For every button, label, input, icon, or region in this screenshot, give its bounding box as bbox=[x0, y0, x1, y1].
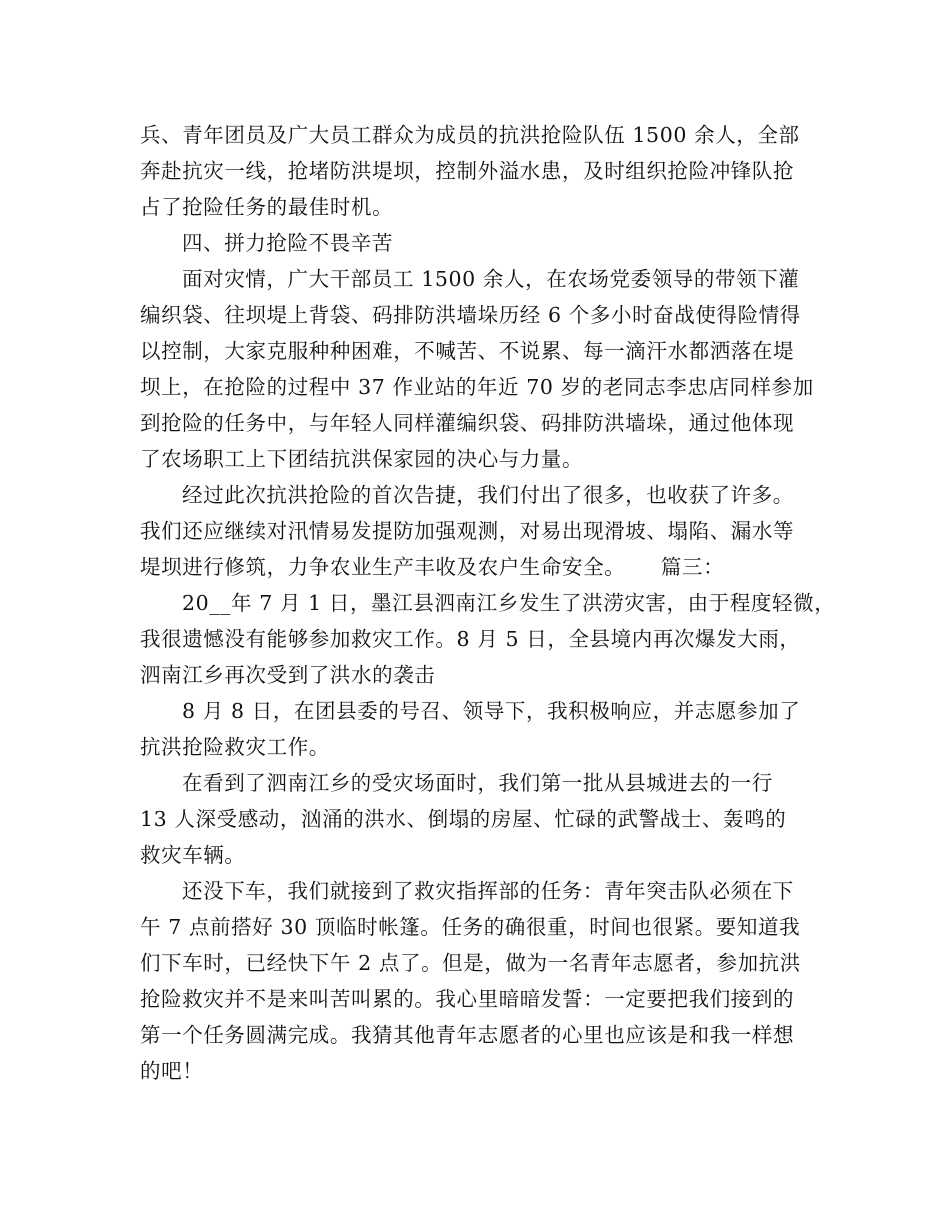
text-line: 8 月 8 日，在团县委的号召、领导下，我积极响应，并志愿参加了 bbox=[182, 699, 801, 723]
text-line: 13 人深受感动，汹涌的洪水、倒塌的房屋、忙碌的武警战士、轰鸣的 bbox=[140, 807, 787, 831]
text-line: 占了抢险任务的最佳时机。 bbox=[140, 195, 394, 219]
text-line: 救灾车辆。 bbox=[140, 843, 246, 867]
text-line: 抢险救灾并不是来叫苦叫累的。我心里暗暗发誓：一定要把我们接到的 bbox=[140, 987, 795, 1011]
text-line: 的吧！ bbox=[140, 1059, 204, 1083]
text-line: 我很遗憾没有能够参加救灾工作。8 月 5 日，全县境内再次爆发大雨， bbox=[140, 627, 801, 651]
text-line: 泗南江乡再次受到了洪水的袭击 bbox=[140, 663, 436, 687]
text-line: 经过此次抗洪抢险的首次告捷，我们付出了很多，也收获了许多。 bbox=[182, 483, 794, 507]
text-line: 抗洪抢险救灾工作。 bbox=[140, 735, 330, 759]
text-line: 还没下车，我们就接到了救灾指挥部的任务：青年突击队必须在下 bbox=[182, 879, 794, 903]
text-line: 了农场职工上下团结抗洪保家园的决心与力量。 bbox=[140, 447, 584, 471]
text-line: 第一个任务圆满完成。我猜其他青年志愿者的心里也应该是和我一样想 bbox=[140, 1023, 795, 1047]
text-line: 堤坝进行修筑，力争农业生产丰收及农户生命安全。 篇三： bbox=[140, 555, 725, 579]
text-line: 在看到了泗南江乡的受灾场面时，我们第一批从县城进去的一行 bbox=[182, 771, 773, 795]
text-line: 到抢险的任务中，与年轻人同样灌编织袋、码排防洪墙垛，通过他体现 bbox=[140, 411, 795, 435]
text-line: 20__年 7 月 1 日，墨江县泗南江乡发生了洪涝灾害，由于程度轻微， bbox=[182, 591, 836, 615]
text-line: 编织袋、往坝堤上背袋、码排防洪墙垛历经 6 个多小时奋战使得险情得 bbox=[140, 303, 801, 327]
text-line: 以控制，大家克服种种困难，不喊苦、不说累、每一滴汗水都洒落在堤 bbox=[140, 339, 795, 363]
text-line: 们下车时，已经快下午 2 点了。但是，做为一名青年志愿者，参加抗洪 bbox=[140, 951, 801, 975]
text-line: 我们还应继续对汛情易发提防加强观测，对易出现滑坡、塌陷、漏水等 bbox=[140, 519, 795, 543]
section-heading: 四、拼力抢险不畏辛苦 bbox=[182, 231, 393, 255]
text-line: 奔赴抗灾一线，抢堵防洪堤坝，控制外溢水患，及时组织抢险冲锋队抢 bbox=[140, 159, 795, 183]
text-line: 兵、青年团员及广大员工群众为成员的抗洪抢险队伍 1500 余人，全部 bbox=[140, 123, 800, 147]
text-line: 坝上，在抢险的过程中 37 作业站的年近 70 岁的老同志李忠店同样参加 bbox=[140, 375, 814, 399]
text-line: 午 7 点前搭好 30 顶临时帐篷。任务的确很重，时间也很紧。要知道我 bbox=[140, 915, 801, 939]
text-line: 面对灾情，广大干部员工 1500 余人，在农场党委领导的带领下灌 bbox=[182, 267, 800, 291]
